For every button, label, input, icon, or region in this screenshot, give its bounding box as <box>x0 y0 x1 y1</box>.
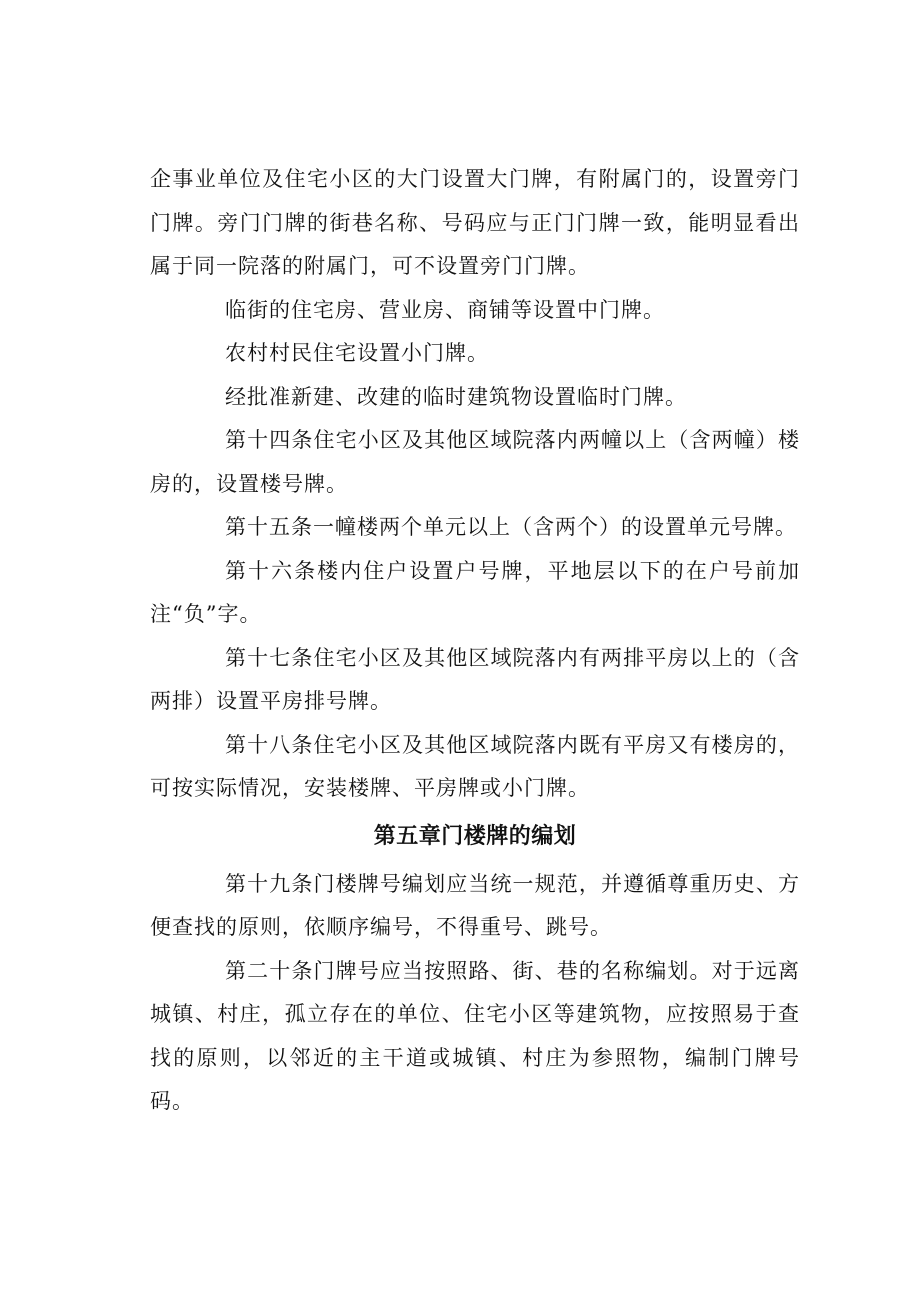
paragraph-continuation: 企事业单位及住宅小区的大门设置大门牌，有附属门的，设置旁门门牌。旁门门牌的街巷名称、号码应与正门门牌一致，能明显看出属于同一院落的附属门，可不设置旁门门牌。 <box>150 167 800 278</box>
paragraph-article-16: 第十六条楼内住户设置户号牌，平地层以下的在户号前加注“负”字。 <box>150 558 800 626</box>
paragraph-street-houses: 临街的住宅房、营业房、商铺等设置中门牌。 <box>225 297 665 322</box>
chapter-heading: 第五章门楼牌的编划 <box>373 823 577 849</box>
paragraph-article-17: 第十七条住宅小区及其他区域院落内有两排平房以上的（含两排）设置平房排号牌。 <box>150 645 800 713</box>
paragraph-article-14: 第十四条住宅小区及其他区域院落内两幢以上（含两幢）楼房的，设置楼号牌。 <box>150 428 800 496</box>
paragraph-article-19: 第十九条门楼牌号编划应当统一规范，并遵循尊重历史、方便查找的原则，依顺序编号，不得重号、跳号。 <box>150 871 800 939</box>
paragraph-temporary-buildings: 经批准新建、改建的临时建筑物设置临时门牌。 <box>225 384 687 409</box>
paragraph-article-20: 第二十条门牌号应当按照路、街、巷的名称编划。对于远离城镇、村庄，孤立存在的单位、住宅小区等建筑物，应按照易于查找的原则，以邻近的主干道或城镇、村庄为参照物，编制门牌号码。 <box>150 958 800 1113</box>
paragraph-article-18: 第十八条住宅小区及其他区域院落内既有平房又有楼房的，可按实际情况，安装楼牌、平房牌或小门牌。 <box>150 732 800 800</box>
document-body <box>150 158 800 1124</box>
paragraph-article-15: 第十五条一幢楼两个单元以上（含两个）的设置单元号牌。 <box>225 515 797 539</box>
paragraph-rural-houses: 农村村民住宅设置小门牌。 <box>225 341 489 365</box>
